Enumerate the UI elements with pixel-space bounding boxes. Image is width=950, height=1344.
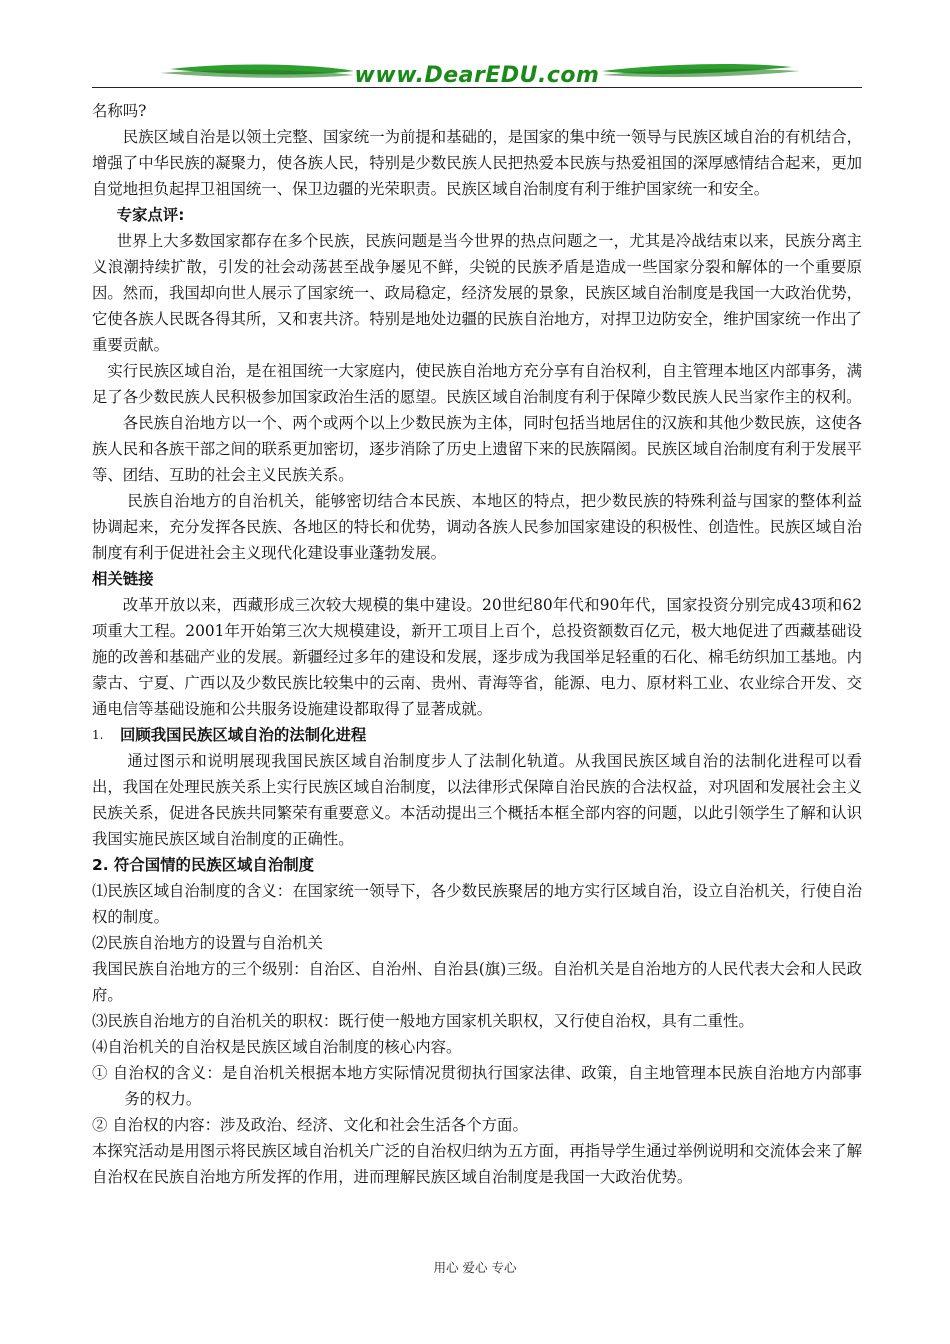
heading-related-links: 相关链接 <box>92 570 154 588</box>
paragraph-3: 世界上大多数国家都存在多个民族，民族问题是当今世界的热点问题之一，尤其是冷战结束以来，民族分离主义浪潮持续扩散，引发的社会动荡甚至战争屡见不鲜，尖锐的民族矛盾是造成一些国家分裂和解体的一个重要原因。然而，我国却向世人展示了国家统一、政局稳定，经济发展的景象，民族区域自治制度是我国一大政治优势，它使各族人民既各得其所，又和衷共济。特别是地处边疆的民族自治地方，对捍卫边防安全，维护国家统一作出了重要贡献。 <box>92 232 862 354</box>
heading-section-1 <box>92 722 862 748</box>
site-header-banner <box>92 55 862 95</box>
section-1-title: 回顾我国民族区域自治的法制化进程 <box>120 726 367 744</box>
paragraph-6: 民族自治地方的自治机关，能够密切结合本民族、本地区的特点，把少数民族的特殊利益与国家的整体利益协调起来，充分发挥各民族、各地区的特长和优势，调动各族人民参加国家建设的积极性、创造性。民族区域自治制度有利于促进社会主义现代化建设事业蓬勃发展。 <box>92 492 862 562</box>
paragraph-9: ⑴民族区域自治制度的含义：在国家统一领导下，各少数民族聚居的地方实行区域自治，设立自治机关，行使自治权的制度。 <box>92 882 862 926</box>
heading-expert-comment: 专家点评: <box>116 206 185 224</box>
section-1-number: 1. <box>92 728 104 742</box>
heading-section-2: 2. 符合国情的民族区域自治制度 <box>92 856 314 874</box>
page-footer: 用心 爱心 专心 <box>433 1260 517 1275</box>
paragraph-12: ⑶民族自治地方的自治机关的职权：既行使一般地方国家机关职权，又行使自治权，具有二重性。 <box>92 1012 754 1030</box>
paragraph-14: ① 自治权的含义：是自治机关根据本地方实际情况贯彻执行国家法律、政策，自主地管理本民族自治地方内部事务的权力。 <box>92 1064 862 1108</box>
paragraph-16: 本探究活动是用图示将民族区域自治机关广泛的自治权归纳为五方面，再指导学生通过举例说明和交流体会来了解自治权在民族自治地方所发挥的作用，进而理解民族区域自治制度是我国一大政治优势。 <box>92 1142 862 1186</box>
paragraph-5: 各民族自治地方以一个、两个或两个以上少数民族为主体，同时包括当地居住的汉族和其他少数民族，这使各族人民和各族干部之间的联系更加密切，逐步消除了历史上遗留下来的民族隔阂。民族区域自治制度有利于发展平等、团结、互助的社会主义民族关系。 <box>92 414 862 484</box>
paragraph-8: 通过图示和说明展现我国民族区域自治制度步人了法制化轨道。从我国民族区域自治的法制化进程可以看出，我国在处理民族关系上实行民族区域自治制度，以法律形式保障自治民族的合法权益，对巩固和发展社会主义民族关系，促进各民族共同繁荣有重要意义。本活动提出三个概括本框全部内容的问题，以此引领学生了解和认识我国实施民族区域自治制度的正确性。 <box>92 752 862 848</box>
paragraph-1: 名称吗? <box>92 102 147 120</box>
paragraph-7: 改革开放以来，西藏形成三次较大规模的集中建设。20世纪80年代和90年代，国家投资分别完成43项和62项重大工程。2001年开始第三次大规模建设，新开工项目上百个，总投资额数百亿元，极大地促进了西藏基础设施的改善和基础产业的发展。新疆经过多年的建设和发展，逐步成为我国举足轻重的石化、棉毛纺织加工基地。内蒙古、宁夏、广西以及少数民族比较集中的云南、贵州、青海等省，能源、电力、原材料工业、农业综合开发、交通电信等基础设施和公共服务设施建设都取得了显著成就。 <box>92 596 862 718</box>
document-body <box>92 98 862 1190</box>
paragraph-13: ⑷自治机关的自治权是民族区域自治制度的核心内容。 <box>92 1038 462 1056</box>
paragraph-15: ② 自治权的内容：涉及政治、经济、文化和社会生活各个方面。 <box>92 1116 528 1134</box>
header-divider <box>92 87 862 88</box>
paragraph-4: 实行民族区域自治，是在祖国统一大家庭内，使民族自治地方充分享有自治权利，自主管理本地区内部事务，满足了各少数民族人民积极参加国家政治生活的愿望。民族区域自治制度有利于保障少数民族人民当家作主的权利。 <box>92 362 862 406</box>
paragraph-11: 我国民族自治地方的三个级别：自治区、自治州、自治县(旗)三级。自治机关是自治地方的人民代表大会和人民政府。 <box>92 960 862 1004</box>
site-logo-text: www.DearEDU.com <box>354 63 600 88</box>
paragraph-2: 民族区域自治是以领土完整、国家统一为前提和基础的，是国家的集中统一领导与民族区域自治的有机结合，增强了中华民族的凝聚力，使各族人民，特别是少数民族人民把热爱本民族与热爱祖国的深厚感情结合起来，更加自觉地担负起捍卫祖国统一、保卫边疆的光荣职责。民族区域自治制度有利于维护国家统一和安全。 <box>92 128 862 198</box>
paragraph-10: ⑵民族自治地方的设置与自治机关 <box>92 934 323 952</box>
